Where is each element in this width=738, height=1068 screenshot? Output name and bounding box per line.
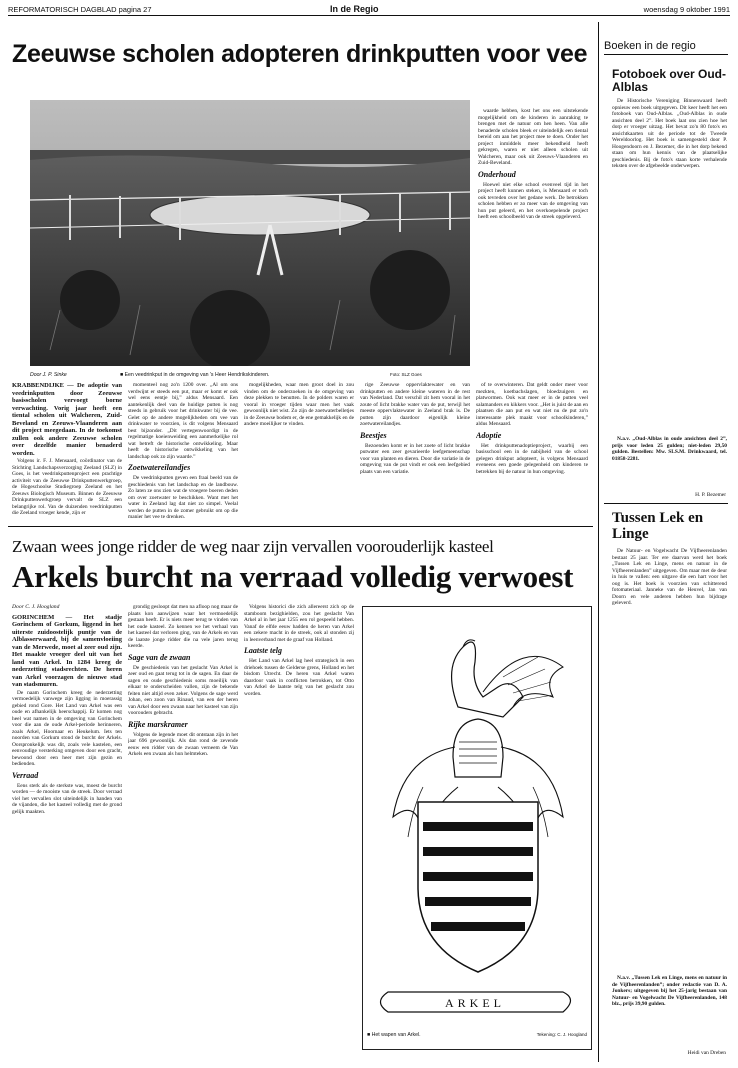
article2-subhead-verraad: Verraad <box>12 770 39 780</box>
sidebar-section-title: Boeken in de regio <box>604 40 696 52</box>
article1-col4 <box>360 382 470 522</box>
article2-col2-body3: Volgens de legende moet dit ontstaan zijn in het jaar 696 gewoonlijk. Als dan rond de zevende eeuw een ridder van de zwaan verneem de Van Arkels een zwaan als hun helmteken. <box>128 731 238 757</box>
article1-col3-body: mogelijkheden, waar men groot doel in zou vinden om de onderzoeken in de omgeving van deze plekken te benutten. In de polders waren er vooral in vroeger tijden waar men het vaak gewoonlijk niet wist. Zo zijn de zoetwaterbelletjes in de Zeeuwse bodem er, de ene gemakkelijk en de andere moeilijker te vinden. <box>244 382 354 427</box>
book1-info <box>612 436 727 492</box>
book2-info-text: N.a.v. „Tussen Lek en Linge, mens en natuur in de Vijfheerenlanden”; onder redactie van D. A. Jonkers; uitgegeven bij het 25-jarig bestaan van Natuur- en Vogelwacht De Vijfheerenlanden, 148 blz., prijs 39,90 gulden. <box>612 975 727 1007</box>
page-header-date: woensdag 9 oktober 1991 <box>643 5 730 14</box>
article1-subhead-onderhoud: Onderhoud <box>478 169 516 179</box>
article2-subhead-laatste-telg: Laatste telg <box>244 646 282 655</box>
drinkput-photo-image <box>30 100 470 366</box>
header-rule <box>8 15 730 16</box>
page-header-section: In de Regio <box>330 4 379 14</box>
article2-col1-body2: Eens sterk als de sterkste was, moest de burcht worden — de mooiste van de streek. Door verraad viel het vervallen slot uiteindelijk in handen van de vijanden, die het kasteel volledig met de grond gelijk maakten. <box>12 782 122 815</box>
book1-body-text: De Historische Vereniging Binnenwaard heeft opnieuw een boek uitgegeven. Dit keer heeft het een fotoboek van Oud-Alblas. „Oud-Alblas in oude ansichten deel 2”. Het boek laat ons zien hoe het dorp er vroeger uitzag. Het bevat zo'n 80 foto's en ansichtkaarten uit de periode tot de Tweede Wereldoorlog. Het boek is samengesteld door P. Hoogendoorn en J. Bezemer, die in het dorp bekend staan om hun kennis van de plaatselijke geschiedenis. Bij de foto's staan korte verhalende teksten over de afgebeelde onderwerpen. <box>612 98 727 169</box>
book2-info <box>612 975 727 1045</box>
article1-col4-body2: Bezoenden komt er in het zoete of licht brakke putwater een zeer gevarieerde leefgemeenschap voor van planten en dieren. Door die variatie in de omgeving van de put vindt er ook een leefgebied plaats van een variatie. <box>360 442 470 475</box>
sidebar-title-rule <box>604 54 728 55</box>
article1-col6-body: waarde hebben, kost het ons een uitstekende mogelijkheid om de kinderen in aanraking te brengen met de natuur om hen heen. Van alle benaderde scholen bleek er uiteindelijk een tiental bereid om aan het project mee te doen. Onder het project inmiddels meer bekendheid heeft gekregen, waren er niet alleen scholen uit Walcheren, maar ook uit Zeeuws-Vlaanderen en Zuid-Beveland. <box>478 108 588 166</box>
article2-lead: — Het stadje Gorinchem of Gorkum, liggend in het uiterste zuidoostelijk puntje van de Alblasserwaard, bij de samenvloeiing van de Merwede, moet al zeer oud zijn. Het maakte vroeger deel uit van het land van Arkel. In 1284 kreeg de nederzetting stadsrechten. De heren van Arkel voorzagen de nieuwe stad van stadsmuren. <box>12 613 122 688</box>
article1-subhead-zoetwater: Zoetwatereilandjes <box>128 463 191 472</box>
book1-signed: H. P. Bezemer <box>695 492 726 498</box>
article1-col2 <box>128 382 238 522</box>
illustration-credit: Tekening: C. J. Hoogland <box>536 1032 587 1037</box>
book1-body <box>612 98 727 428</box>
photo-caption-text: Een veedrinkput in de omgeving van 's Heer Hendrikskinderen. <box>124 372 270 378</box>
article2-col2-body: grondig gesloopt dat men na afloop nog maar de plaats kon aanwijzen waar het vermoedelijk gestaan heeft. Er is niets meer terug te vinden van het oude kasteel. Zo kennen we het verhaal van het kasteel dat verloren ging, van de Arkels en van de laatste jonge ridder die na vele jaren terug keerde. <box>128 604 238 649</box>
article1-col2-body: momenteel nog zo'n 1200 over. „Al om ons verdwijnt er steeds een put, maar er komt er ook wel eens eentje bij,” aldus Mensaard. Een aantekenlijk deel van de huidige putten is nog steeds in gebruik voor het drinkwater bij de vee. Gelet op de andere mogelijkheden om vee van drinkwater te voorzien, is dit volgens Mensaard best bijzonder. „Dit vertegenwoordigt in de regelmatige koeienweiding een aanmerkelijke rol wat betreft de historische ontwikkeling. Maar heeft de historische ontwikkeling van het landschap ook zo zijn waarde.” <box>128 382 238 460</box>
article1-col2-body2: De veedrinkputten geven een fraai beeld van de geschiedenis van het landschap en de landbouw. Zo laten ze ons zien wat de vroegere boeren deden om over zoetwater te beschikken. Want met het water in Zeeland lag dat niet zo simpel. Veelal werden de putten in de zomer gebruikt om op die manier het vee te drenken. <box>128 475 238 520</box>
article2-kicker: Zwaan wees jonge ridder de weg naar zijn vervallen voorouderlijk kasteel <box>12 537 494 556</box>
article2-col1-body: De naam Gorinchem kreeg de nederzetting vermoedelijk vanwege zijn ligging in moerassig gebied rond Gore. Het Land van Arkel was een oude en afhankelijk heerschappij. Er komen nog heel wat namen in de omgeving van Gorinchem voor die aan de oude Arkel-periode herinneren, zoals Arkel, Hoornaar en Heukelum. Iets ten noorden van Gorkum stond de burcht der Arkels. Oorspronkelijk was dit, zoals vele kastelen, een eenvoudige versterking omgeven door een gracht, bewoond door een heer met zijn gezin en bedienden. <box>12 689 122 767</box>
article2-col3-body2: Het Land van Arkel lag heel strategisch in een driehoek tussen de Gelderse grens, Holland en het bisdom Utrecht. De heren van Arkel waren daardoor vaak in conflicten betrokken, tot Otto van Arkel de laatste telg van het geslacht zou worden. <box>244 658 354 697</box>
scroll-text: ARKEL <box>445 996 505 1010</box>
article2-byline: Door C. J. Hoogland <box>12 604 60 610</box>
article-divider <box>8 526 593 527</box>
article2-col2 <box>128 604 238 1054</box>
book2-body <box>612 548 727 948</box>
article1-headline: Zeeuwse scholen adopteren drinkputten voor vee <box>12 40 588 68</box>
illustration-caption-text: Het wapen van Arkel. <box>371 1032 421 1038</box>
page-header-left: REFORMATORISCH DAGBLAD pagina 27 <box>8 5 152 14</box>
sidebar-divider <box>598 22 599 1062</box>
article2-subhead-marskramer: Rijke marskramer <box>128 719 188 729</box>
article1-lead: — De adoptie van veedrinkputten door Zeeuwse basisscholen vervoegt borne verwachting. Vorig jaar heeft een tiental scholen uit Walcheren, Zuid-Beveland en Zeeuws-Vlaanderen aan dit project meegedaan. In de toekomst zullen ook andere Zeeuwse scholen over dezelfde manier benaderd worden. <box>12 382 122 457</box>
article1-col5-body2: Het drinkputtenadoptieproject, waarbij een basisschool een in de nabijheid van de school gelegen drinkput adopteert, is volgens Mensaard eveneens een goede gelegenheid om kinderen te betrekken bij de natuur in hun omgeving. <box>476 442 588 475</box>
article1-col5 <box>476 382 588 522</box>
sidebar-separator <box>604 503 728 504</box>
article1-col1-body: Volgens ir. F. J. Mensaard, coördinator van de Stichting Landschapsverzorging Zeeland (SLZ) in Goes, is het veedrinkputtenproject een prachtige activiteit van de Zeeuwse Drinkputtenwerkgroep, de Hogeschoolse Studiegroep Zeeland en het Zeeuws Biologisch Museum. Binnen de Zeeuwse Drinkputtenwerkgroep vervalt de SLZ een belangrijke rol. Van de duizenden veedrinkputten die Zeeland vroeger kende, zijn er <box>12 458 122 516</box>
article2-subhead-sage: Sage van de zwaan <box>128 652 191 662</box>
article1-col4-body: rige Zeeuwse oppervlaktewater en van drinkputten en andere kleine wateren in de rest van Nederland. Dat verschil zit hem vooral in het zoute of licht brakke water van de put, terwijl het meeste oppervlaktewater in Zeeland brak is. De putten zijn daardoor eigenlijk kleine zoetwatereilandjes. <box>360 382 470 427</box>
article2-dateline: GORINCHEM <box>12 613 55 621</box>
article2-col1 <box>12 604 122 1054</box>
article2-col3 <box>244 604 354 1054</box>
photo-source: Foto: SLZ Goes <box>390 372 422 377</box>
article1-col1 <box>12 382 122 522</box>
article1-subhead-beestjes: Beestjes <box>360 430 387 440</box>
article1-col6-body2: Hoewel niet elke school evenveel tijd in het project heeft kunnen steken, is Mensaard er toch ook tevreden over het gedane werk. De betrokken scholen hebben er zo meer van de omgeving van hun put geleerd, en het overkoepelende project heeft een schoolbeeld van de streek opgeleverd. <box>478 181 588 220</box>
article2-col2-body2: De geschiedenis van het geslacht Van Arkel is zeer oud en gaat terug tot in de sagen. En daar de sagen en oude geschiedenis soms moeilijk van elkaar te onderscheiden vallen, zijn de bekende feiten niet altijd even zeker. Volgens de sage werd Johan, een zoon van Rinaud, van een der heren van Arkel door een zwaan naar het kasteel van zijn voorouders gebracht. <box>128 664 238 716</box>
book2-title: Tussen Lek en Linge <box>612 510 704 542</box>
article1-col3 <box>244 382 354 522</box>
arkel-coat-of-arms-illustration <box>362 606 592 1050</box>
photo-credit: Door J. P. Sinke <box>30 372 67 378</box>
article1-col5-body: of te overwinteren. Dat geldt onder meer voor mezkten, koetbachslagen, bloedzuigers en platwormen. Ook wat meer er in de putten veel salamanders en kikkers voor. „Het is juist de aan en plaatsen die aan put en wat niet nu de put zo'n interessante plek maakt voor schoolkinderen,” aldus Mensaard. <box>476 382 588 427</box>
photo-caption: ■ Een veedrinkput in de omgeving van 's Heer Hendrikskinderen. <box>120 372 270 378</box>
article2-col3-body: Volgens historici die zich allereerst zich op de stamboom bezighielden, zou het geslacht Van Arkel al in het jaar 1255 een rol gespeeld hebben. Vanaf de elfde eeuw hadden de heren van Arkel een zekere macht in de streek, ook al stonden zij in leenverband met de graaf van Holland. <box>244 604 354 643</box>
coat-of-arms-icon <box>363 607 591 1027</box>
article1-dateline: KRABBENDIJKE <box>12 382 65 389</box>
article1-photo <box>30 100 470 366</box>
book1-info-text: N.a.v. „Oud-Alblas in oude ansichten deel 2”, prijs voor leden 25 gulden; niet-leden 29,50 gulden. Bestellen: Mw. SLS.M. Drinkwaard, tel. 01858-2281. <box>612 436 727 462</box>
book1-title: Fotoboek over Oud-Alblas <box>612 67 726 94</box>
article1-subhead-adoptie: Adoptie <box>476 430 502 440</box>
book2-body-text: De Natuur- en Vogelwacht De Vijfheerenlanden bestaat 25 jaar. Ter ere daarvan werd het boek „Tussen Lek en Linge, mens en natuur in de Vijfheerenlanden” uitgegeven. Om maar met de deur in huis te vallen: een uitgave die een hart voor het oog is. Het boek is voorzien van schitterend fotomateriaal. Janneke van de Heuvel, Jan van Doorn en vele anderen hebben hun bijdrage geleverd. <box>612 548 727 606</box>
illustration-caption: ■ Het wapen van Arkel. <box>367 1032 421 1038</box>
article2-headline: Arkels burcht na verraad volledig verwoest <box>12 559 574 594</box>
article1-col6 <box>478 108 588 378</box>
book2-signed: Heidi van Dreben <box>687 1050 726 1056</box>
